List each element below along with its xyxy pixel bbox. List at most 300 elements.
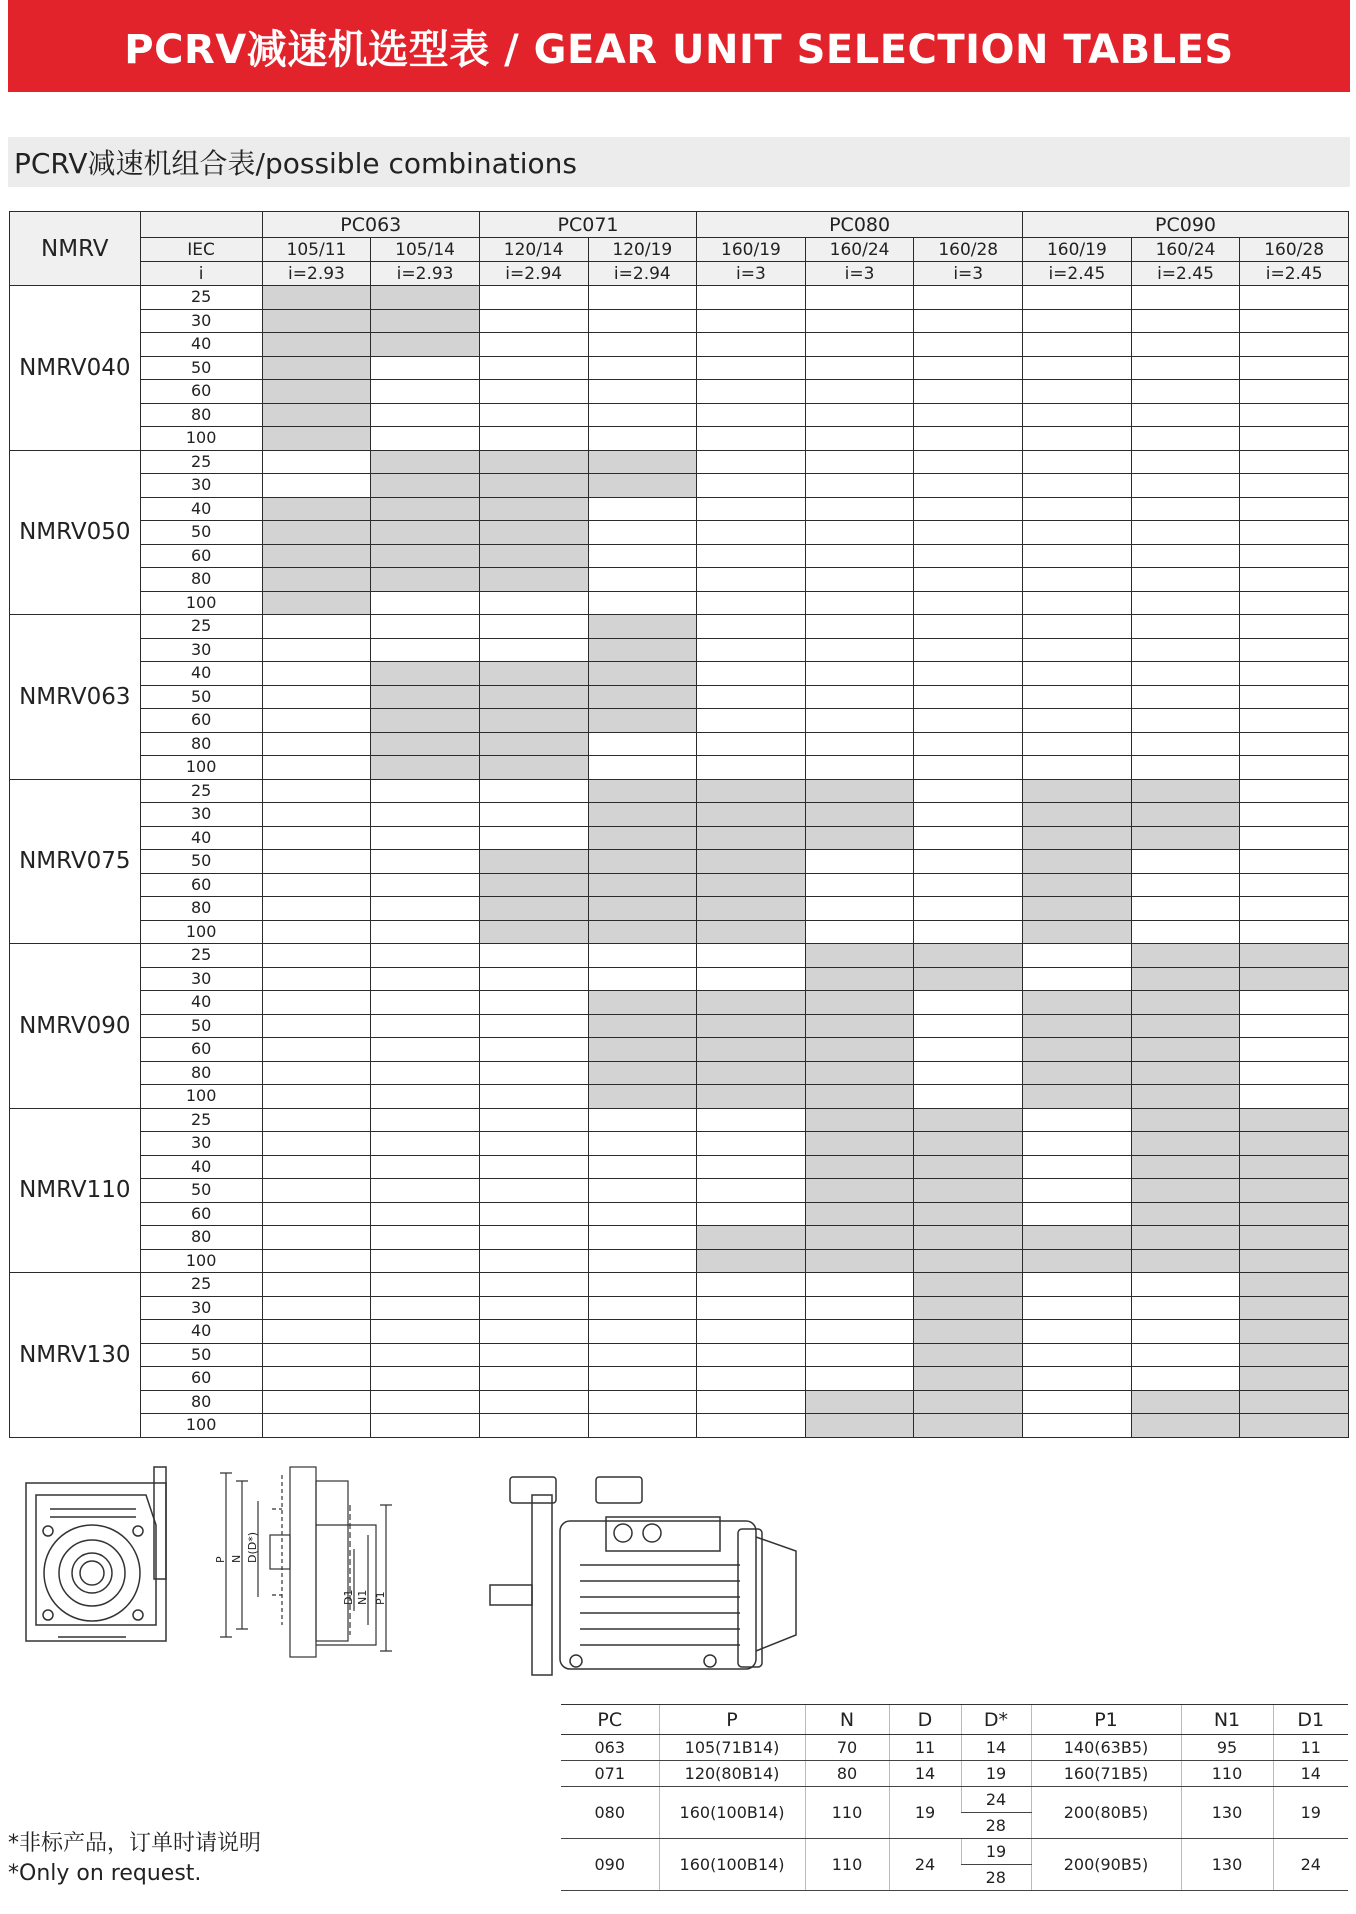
available-cell [262,521,371,545]
empty-cell [805,568,914,592]
empty-cell [697,544,806,568]
available-cell [1023,803,1132,827]
ratio-label: 30 [140,1132,262,1156]
empty-cell [914,1038,1023,1062]
empty-cell [697,756,806,780]
empty-cell [805,685,914,709]
group-header: PC071 [479,212,696,238]
dims-cell-dstar: 19 [961,1761,1031,1787]
dims-cell-dstar: 14 [961,1735,1031,1761]
dims-cell-n1: 110 [1181,1761,1273,1787]
dims-header: PC [561,1705,659,1735]
available-cell [697,850,806,874]
empty-cell [588,521,697,545]
available-cell [1131,1132,1240,1156]
iec-header: 120/14 [479,238,588,262]
available-cell [262,591,371,615]
available-cell [914,1249,1023,1273]
empty-cell [1240,779,1349,803]
empty-cell [805,732,914,756]
table-row [10,756,1349,780]
empty-cell [1240,403,1349,427]
available-cell [479,897,588,921]
empty-cell [371,967,480,991]
footnote [8,1829,261,1889]
available-cell [262,380,371,404]
empty-cell [1240,568,1349,592]
table-row [10,544,1349,568]
ratio-label: 40 [140,662,262,686]
empty-cell [479,1202,588,1226]
available-cell [588,991,697,1015]
empty-cell [371,850,480,874]
empty-cell [1131,568,1240,592]
available-cell [371,333,480,357]
available-cell [1131,1061,1240,1085]
worm-gearbox-front-icon [26,1467,166,1641]
available-cell [262,497,371,521]
ratio-label: 80 [140,732,262,756]
empty-cell [479,427,588,451]
dims-cell-d1: 24 [1273,1839,1348,1891]
ratio-label: 40 [140,826,262,850]
ratio-label: 80 [140,403,262,427]
dims-cell-dstar: 24 [961,1787,1031,1813]
available-cell [1240,1320,1349,1344]
ratio-label: 50 [140,521,262,545]
empty-cell [588,544,697,568]
table-row [10,1202,1349,1226]
available-cell [914,1202,1023,1226]
ratio-label: 60 [140,709,262,733]
dimensions-table [561,1704,1348,1891]
iec-label: IEC [140,238,262,262]
empty-cell [1131,309,1240,333]
empty-cell [371,1202,480,1226]
available-cell [588,615,697,639]
available-cell [1240,1249,1349,1273]
empty-cell [262,1132,371,1156]
empty-cell [914,1085,1023,1109]
available-cell [262,333,371,357]
empty-cell [588,1249,697,1273]
table-row [10,521,1349,545]
empty-cell [262,873,371,897]
empty-cell [805,1273,914,1297]
dims-cell-d: 14 [889,1761,961,1787]
empty-cell [914,1061,1023,1085]
empty-cell [1023,709,1132,733]
dims-header: P [659,1705,805,1735]
empty-cell [588,427,697,451]
available-cell [805,1414,914,1438]
available-cell [1240,1226,1349,1250]
empty-cell [805,850,914,874]
empty-cell [262,944,371,968]
empty-cell [588,1155,697,1179]
empty-cell [1023,591,1132,615]
table-row [561,1839,1348,1865]
available-cell [588,850,697,874]
empty-cell [371,803,480,827]
empty-cell [262,991,371,1015]
ratio-label: 30 [140,967,262,991]
empty-cell [371,1249,480,1273]
available-cell [1240,1390,1349,1414]
empty-cell [1023,685,1132,709]
available-cell [479,873,588,897]
empty-cell [697,450,806,474]
available-cell [805,1226,914,1250]
dims-cell-d1: 14 [1273,1761,1348,1787]
ratio-label: 80 [140,1226,262,1250]
available-cell [262,403,371,427]
available-cell [1240,1132,1349,1156]
dims-header: D* [961,1705,1031,1735]
available-cell [1023,1061,1132,1085]
available-cell [262,286,371,310]
header-row-groups [10,212,1349,238]
empty-cell [479,1061,588,1085]
available-cell [588,662,697,686]
empty-cell [1023,756,1132,780]
empty-cell [1240,756,1349,780]
available-cell [1240,1414,1349,1438]
available-cell [479,756,588,780]
dim-label-d: D(D*) [246,1531,259,1563]
empty-cell [1131,920,1240,944]
available-cell [371,497,480,521]
table-row [10,568,1349,592]
available-cell [1023,826,1132,850]
available-cell [805,1202,914,1226]
dim-label-d1: D1 [342,1589,355,1605]
empty-cell [588,568,697,592]
empty-cell [697,1343,806,1367]
table-row [10,497,1349,521]
ratio-label: 100 [140,1085,262,1109]
electric-motor-icon [490,1477,796,1675]
empty-cell [371,1343,480,1367]
dims-cell-p1: 140(63B5) [1031,1735,1181,1761]
dims-cell-pc: 063 [561,1735,659,1761]
empty-cell [1023,1108,1132,1132]
empty-cell [479,1155,588,1179]
empty-cell [1023,1414,1132,1438]
empty-cell [914,591,1023,615]
empty-cell [1023,544,1132,568]
empty-cell [697,1320,806,1344]
section-title: PCRV减速机组合表/possible combinations [8,137,1350,187]
empty-cell [588,1202,697,1226]
empty-cell [588,497,697,521]
empty-cell [1131,615,1240,639]
empty-cell [697,309,806,333]
empty-cell [1023,497,1132,521]
empty-cell [697,1132,806,1156]
ratio-label: 40 [140,497,262,521]
empty-cell [479,944,588,968]
available-cell [479,920,588,944]
empty-cell [697,403,806,427]
table-row [10,1273,1349,1297]
model-label: NMRV063 [10,615,141,780]
ratio-label: 50 [140,1014,262,1038]
empty-cell [1240,544,1349,568]
empty-cell [262,1273,371,1297]
header-row-ratio [10,262,1349,286]
empty-cell [371,591,480,615]
empty-cell [1023,1296,1132,1320]
combinations-table [9,211,1349,1438]
available-cell [697,920,806,944]
empty-cell [805,591,914,615]
ratio-label: 50 [140,850,262,874]
gear-unit-drawings [20,1465,820,1695]
available-cell [371,450,480,474]
empty-cell [914,732,1023,756]
empty-cell [1023,967,1132,991]
empty-cell [1131,732,1240,756]
dims-cell-p: 105(71B14) [659,1735,805,1761]
empty-cell [1023,1273,1132,1297]
empty-cell [588,1179,697,1203]
empty-cell [697,427,806,451]
empty-cell [1240,450,1349,474]
table-row [10,873,1349,897]
available-cell [697,1061,806,1085]
dim-label-p: P [214,1556,227,1563]
table-row [10,1108,1349,1132]
empty-cell [914,615,1023,639]
dims-cell-dstar: 28 [961,1865,1031,1891]
empty-cell [588,1296,697,1320]
ratio-label: 60 [140,873,262,897]
header-row-iec [10,238,1349,262]
available-cell [479,497,588,521]
ratio-label: 50 [140,1179,262,1203]
available-cell [1240,1108,1349,1132]
empty-cell [805,662,914,686]
empty-cell [262,756,371,780]
table-row [10,944,1349,968]
dims-cell-p1: 200(80B5) [1031,1787,1181,1839]
empty-cell [479,356,588,380]
empty-cell [1240,1014,1349,1038]
available-cell [805,826,914,850]
empty-cell [1023,1390,1132,1414]
empty-cell [1240,356,1349,380]
i-header: i=2.94 [479,262,588,286]
available-cell [1023,1085,1132,1109]
empty-cell [805,309,914,333]
empty-cell [1131,497,1240,521]
empty-cell [262,662,371,686]
empty-cell [588,1108,697,1132]
empty-cell [1023,1343,1132,1367]
available-cell [479,709,588,733]
empty-cell [1023,286,1132,310]
dims-cell-dstar: 28 [961,1813,1031,1839]
available-cell [1240,1367,1349,1391]
table-row [10,450,1349,474]
table-row [10,685,1349,709]
i-label: i [140,262,262,286]
model-label: NMRV050 [10,450,141,615]
empty-cell [914,427,1023,451]
empty-cell [1240,685,1349,709]
available-cell [1131,803,1240,827]
table-row [10,1226,1349,1250]
empty-cell [262,1320,371,1344]
ratio-label: 100 [140,920,262,944]
empty-cell [588,286,697,310]
empty-cell [371,944,480,968]
empty-cell [805,521,914,545]
empty-cell [371,1226,480,1250]
available-cell [914,1390,1023,1414]
empty-cell [479,1226,588,1250]
available-cell [479,450,588,474]
empty-cell [1131,450,1240,474]
empty-cell [588,1132,697,1156]
model-label: NMRV040 [10,286,141,451]
empty-cell [262,1226,371,1250]
table-row [10,309,1349,333]
empty-cell [479,826,588,850]
empty-cell [262,1155,371,1179]
table-row [10,1038,1349,1062]
empty-cell [1023,427,1132,451]
available-cell [1131,1155,1240,1179]
iec-header: 160/19 [1023,238,1132,262]
empty-cell [914,544,1023,568]
dims-header-row [561,1705,1348,1735]
available-cell [805,1132,914,1156]
available-cell [371,756,480,780]
i-header: i=3 [805,262,914,286]
empty-cell [1240,850,1349,874]
table-row [10,1014,1349,1038]
table-row [561,1761,1348,1787]
empty-cell [371,1038,480,1062]
available-cell [697,1226,806,1250]
empty-cell [1131,356,1240,380]
empty-cell [588,591,697,615]
available-cell [479,732,588,756]
empty-cell [697,685,806,709]
ratio-label: 25 [140,1108,262,1132]
empty-cell [914,826,1023,850]
empty-cell [479,1390,588,1414]
available-cell [1023,779,1132,803]
empty-cell [914,521,1023,545]
empty-cell [371,779,480,803]
empty-cell [371,615,480,639]
nmrv-header: NMRV [10,212,141,286]
ratio-label: 25 [140,450,262,474]
empty-cell [914,286,1023,310]
table-row [10,403,1349,427]
empty-cell [262,1367,371,1391]
i-header: i=2.45 [1131,262,1240,286]
empty-cell [1023,521,1132,545]
available-cell [371,544,480,568]
empty-cell [1240,662,1349,686]
empty-cell [914,873,1023,897]
empty-cell [479,309,588,333]
available-cell [588,1061,697,1085]
empty-cell [479,286,588,310]
empty-cell [262,826,371,850]
available-cell [371,286,480,310]
available-cell [914,967,1023,991]
dims-cell-d: 19 [889,1787,961,1839]
empty-cell [914,991,1023,1015]
empty-cell [697,333,806,357]
empty-cell [1240,380,1349,404]
empty-cell [1023,568,1132,592]
empty-cell [697,286,806,310]
available-cell [914,1296,1023,1320]
available-cell [1131,1390,1240,1414]
empty-cell [1023,662,1132,686]
available-cell [262,544,371,568]
available-cell [697,1014,806,1038]
iec-header: 160/28 [914,238,1023,262]
available-cell [479,568,588,592]
dims-cell-p: 160(100B14) [659,1839,805,1891]
table-row [10,1132,1349,1156]
table-row [10,286,1349,310]
dim-label-n1: N1 [356,1589,369,1605]
empty-cell [805,638,914,662]
empty-cell [697,1155,806,1179]
empty-cell [371,427,480,451]
empty-cell [262,967,371,991]
empty-cell [1023,333,1132,357]
empty-cell [914,803,1023,827]
available-cell [1240,1273,1349,1297]
dims-cell-p1: 200(90B5) [1031,1839,1181,1891]
available-cell [588,779,697,803]
empty-cell [1131,897,1240,921]
empty-cell [588,967,697,991]
available-cell [1131,826,1240,850]
empty-cell [588,1414,697,1438]
empty-cell [1023,1155,1132,1179]
empty-cell [914,380,1023,404]
available-cell [805,1390,914,1414]
ratio-label: 30 [140,803,262,827]
empty-cell [1023,944,1132,968]
empty-cell [805,286,914,310]
iec-header: 105/11 [262,238,371,262]
empty-cell [479,403,588,427]
empty-cell [1131,1273,1240,1297]
empty-cell [697,1202,806,1226]
dims-header: D [889,1705,961,1735]
empty-cell [588,1390,697,1414]
empty-cell [262,474,371,498]
available-cell [371,474,480,498]
empty-cell [262,920,371,944]
empty-cell [262,897,371,921]
dims-cell-pc: 071 [561,1761,659,1787]
available-cell [1023,897,1132,921]
group-header: PC063 [262,212,479,238]
available-cell [697,1249,806,1273]
